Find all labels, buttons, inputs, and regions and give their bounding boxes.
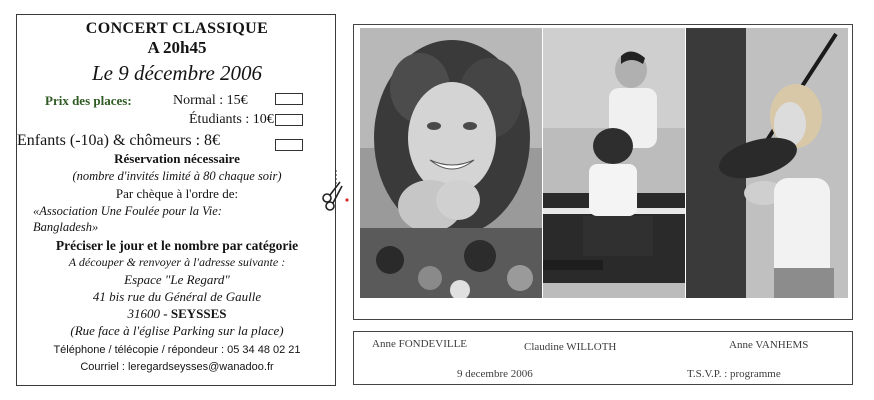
photo-collage bbox=[353, 24, 853, 320]
photo-violinist bbox=[686, 28, 848, 298]
concert-time: A 20h45 bbox=[147, 38, 207, 57]
reservation-required: Réservation nécessaire bbox=[114, 151, 240, 166]
venue-street: 41 bis rue du Général de Gaulle bbox=[92, 289, 262, 304]
artist-name-2: Claudine WILLOTH bbox=[524, 341, 617, 353]
venue-city-line bbox=[17, 307, 337, 321]
photo-pianists bbox=[543, 28, 685, 298]
scissors-icon bbox=[318, 168, 350, 212]
email-line: Courriel : leregardseysses@wanadoo.fr bbox=[80, 361, 274, 373]
price-students: Étudiants : 10€ bbox=[189, 112, 274, 127]
venue-name: Espace "Le Regard" bbox=[124, 272, 230, 287]
invite-limit-note: (nombre d'invités limité à 80 chaque soir) bbox=[72, 169, 282, 183]
price-children: Enfants (-10a) & chômeurs : 8€ bbox=[17, 132, 221, 149]
artist-name-3: Anne VANHEMS bbox=[729, 339, 809, 351]
caption-tsvp: T.S.V.P. : programme bbox=[687, 368, 781, 380]
artist-name-1: Anne FONDEVILLE bbox=[372, 338, 468, 350]
price-normal: Normal : 15€ bbox=[173, 93, 248, 108]
location-note: (Rue face à l'église Parking sur la place) bbox=[70, 323, 284, 338]
prices-label: Prix des places: bbox=[45, 93, 132, 108]
cut-out-note: A découper & renvoyer à l'adresse suivante : bbox=[68, 255, 286, 269]
reservation-form bbox=[16, 14, 336, 386]
association-name-cont: Bangladesh» bbox=[33, 220, 99, 234]
category-instructions: Préciser le jour et le nombre par catégorie bbox=[55, 238, 299, 253]
concert-title: CONCERT CLASSIQUE bbox=[85, 20, 269, 37]
city-name: SEYSSES bbox=[170, 306, 227, 321]
postal-code: 31600 bbox=[127, 306, 160, 321]
phone-line: Téléphone / télécopie / répondeur : 05 34 48 02 21 bbox=[53, 344, 301, 356]
checkbox-students[interactable] bbox=[275, 114, 303, 126]
photo-singer bbox=[360, 28, 542, 298]
caption-date: 9 decembre 2006 bbox=[457, 368, 533, 380]
caption-box bbox=[353, 331, 853, 385]
concert-date: Le 9 décembre 2006 bbox=[91, 61, 263, 85]
checkbox-normal[interactable] bbox=[275, 93, 303, 105]
city-separator: - bbox=[163, 306, 168, 321]
association-name: «Association Une Foulée pour la Vie: bbox=[33, 204, 222, 218]
checkbox-children[interactable] bbox=[275, 139, 303, 151]
cheque-instruction: Par chèque à l'ordre de: bbox=[115, 186, 239, 201]
